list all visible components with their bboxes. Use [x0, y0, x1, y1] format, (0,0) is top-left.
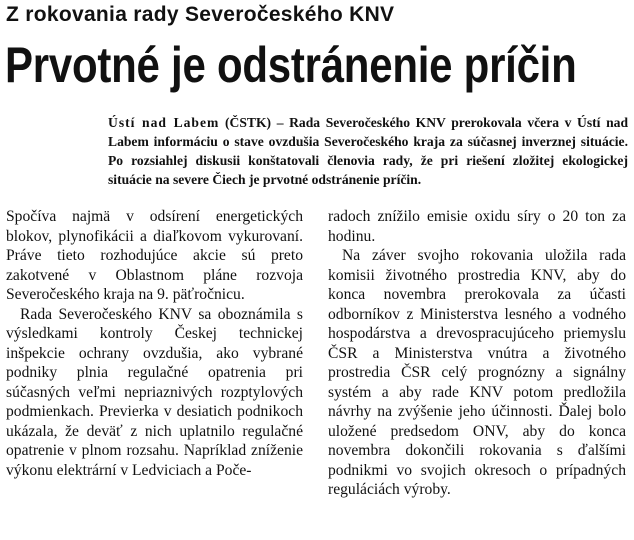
article-lead	[108, 113, 628, 189]
left-column	[6, 207, 303, 480]
right-paragraph-2: Na záver svojho rokovania uložila rada komisii životného prostredia KNV, aby do konca novembra prerokovala za účasti odborníkov z Ministerstva lesného a vodného hospodárstva a drevospracujúceho priemyslu ČSR a Ministerstva vnútra a životného prostredia ČSR celý prognózny a signálny systém a aby rade KNV potom predložila návrhy na zvýšenie jeho účinnosti. Ďalej bolo uložené predsedom ONV, aby do konca novembra dokončili rokovania s ďalšími podnikmi vo svojich okresoch o prípadných reguláciách výroby.	[328, 247, 626, 498]
lead-dash: –	[276, 115, 284, 130]
lead-text: Rada Severočeského KNV prerokovala včera v Ústí nad Labem informáciu o stave ovzdušia Severočeského kraja za súčasnej inverznej situácie. Po rozsiahlej diskusii konštatovali členovia rady, že pri riešení zložitej ekologickej situácie na severe Čiech je prvotné odstránenie príčin.	[108, 115, 628, 187]
lead-news-agency: (ČSTK)	[224, 115, 272, 130]
article-kicker: Z rokovania rady Severočeského KNV	[6, 3, 395, 26]
left-paragraph-2: Rada Severočeského KNV sa oboznámila s výsledkami kontroly Českej technickej inšpekcie ochrany ovzdušia, ako vybrané podniky plnia regulačné opatrenia pri súčasných veľmi nepriaznivých rozptylových podmienkach. Previerka v desiatich podnikoch ukázala, že deväť z nich uplatnilo regulačné opatrenie v plnom rozsahu. Napríklad zníženie výkonu elektrární v Ledviciach a Poče-	[6, 305, 303, 479]
left-paragraph-1: Spočíva najmä v odsírení energetických blokov, plynofikácii a diaľkovom vykurovaní. Práve tieto rozhodujúce akcie sú preto zakotvené v Oblastnom pláne rozvoja Severočeského kraja na 9. päťročnicu.	[6, 208, 303, 303]
article-headline: Prvotné je odstránenie príčin	[5, 37, 577, 93]
right-column	[328, 207, 626, 500]
lead-dateline-place: Ústí nad Labem	[108, 115, 220, 130]
right-paragraph-1: radoch znížilo emisie oxidu síry o 20 ton za hodinu.	[328, 208, 626, 245]
